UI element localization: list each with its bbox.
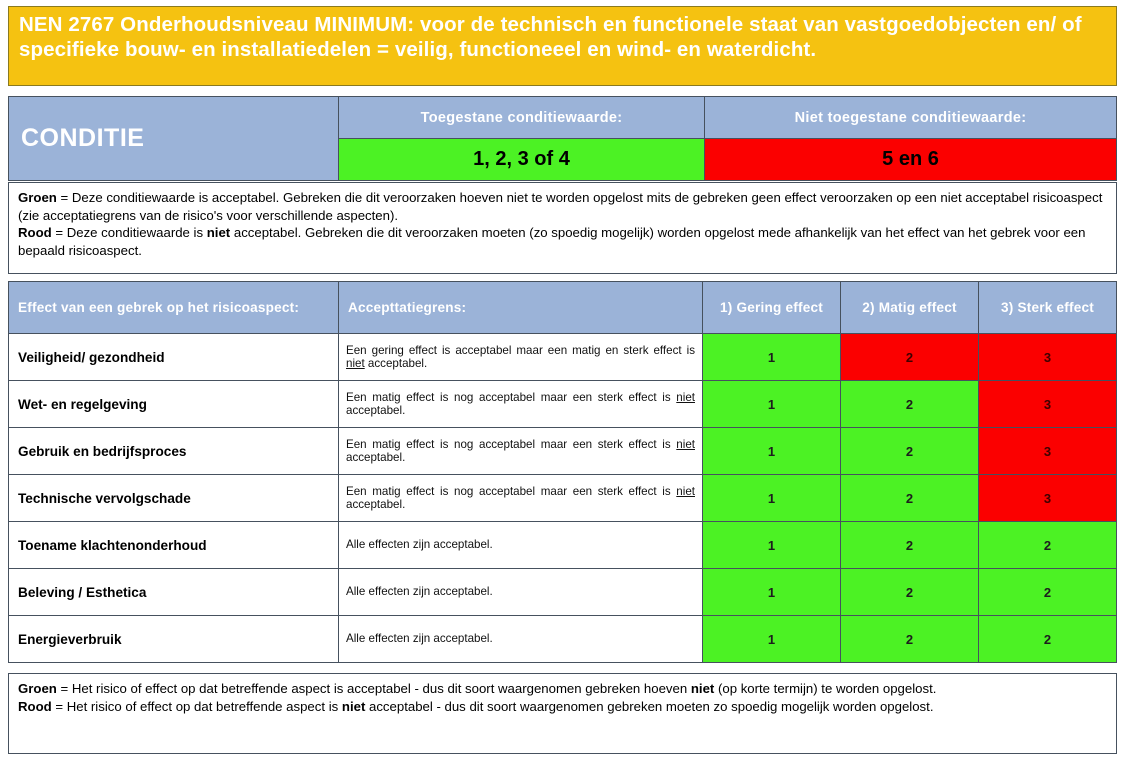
header-effect-1: 1) Gering effect	[703, 282, 841, 334]
explanation-rood-text-2: acceptabel. Gebreken die dit veroorzaken moeten (zo spoedig mogelijk) worden opgelost mede afhankelijk van het effect van het gebrek voor een bepaald risicoaspect.	[18, 225, 1086, 258]
limit-text-pre: Alle effecten zijn acceptabel.	[346, 632, 493, 646]
limit-text-pre: Een matig effect is nog acceptabel maar een sterk effect is	[346, 437, 677, 451]
row-effect-2-value: 2	[841, 428, 979, 475]
row-effect-3-value: 2	[979, 569, 1117, 616]
header-effect-2: 2) Matig effect	[841, 282, 979, 334]
footer-rood-label: Rood	[18, 699, 52, 714]
risk-table-header-row	[9, 282, 1117, 334]
limit-text-niet: niet	[676, 390, 695, 404]
limit-text-pre: Een gering effect is acceptabel maar een matig en sterk effect is	[346, 343, 695, 357]
conditie-allowed-value: 1, 2, 3 of 4	[339, 139, 705, 181]
row-effect-1-value: 1	[703, 569, 841, 616]
table-row	[9, 381, 1117, 428]
risk-table-head	[9, 282, 1117, 334]
row-effect-2-value: 2	[841, 381, 979, 428]
conditie-explanation-block	[8, 182, 1117, 274]
limit-text-post: acceptabel.	[346, 498, 406, 511]
limit-text-niet: niet	[676, 437, 695, 451]
footer-explanation-block	[8, 673, 1117, 754]
table-row	[9, 475, 1117, 522]
row-effect-3-value: 2	[979, 616, 1117, 663]
conditie-label-cell: CONDITIE	[9, 97, 339, 181]
row-effect-2-value: 2	[841, 522, 979, 569]
row-aspect-label: Toename klachtenonderhoud	[9, 522, 339, 569]
explanation-rood-text-1: = Deze conditiewaarde is	[51, 225, 207, 240]
conditie-table	[8, 96, 1117, 181]
row-effect-1-value: 1	[703, 475, 841, 522]
row-aspect-label: Gebruik en bedrijfsproces	[9, 428, 339, 475]
risk-table-body	[9, 334, 1117, 663]
row-effect-2-value: 2	[841, 334, 979, 381]
footer-rood-niet: niet	[341, 699, 366, 714]
row-effect-3-value: 3	[979, 428, 1117, 475]
row-acceptance-limit	[339, 569, 703, 616]
row-aspect-label: Veiligheid/ gezondheid	[9, 334, 339, 381]
footer-rood-post: acceptabel - dus dit soort waargenomen gebreken moeten zo spoedig mogelijk worden opgelost.	[365, 699, 934, 714]
limit-text-niet: niet	[346, 357, 365, 370]
row-acceptance-limit	[339, 334, 703, 381]
row-acceptance-limit	[339, 428, 703, 475]
footer-groen-label: Groen	[18, 681, 57, 696]
row-aspect-label: Technische vervolgschade	[9, 475, 339, 522]
header-grens: Accepttatiegrens:	[339, 282, 703, 334]
table-row	[9, 334, 1117, 381]
row-effect-1-value: 1	[703, 381, 841, 428]
row-acceptance-limit	[339, 522, 703, 569]
row-aspect-label: Beleving / Esthetica	[9, 569, 339, 616]
table-row	[9, 522, 1117, 569]
explanation-rood-niet: niet	[206, 225, 231, 240]
banner-rest-text: voor de technisch en functionele staat van vastgoedobjecten en/ of specifieke bouw- en installatiedelen = veilig, functioneeel en wind- en waterdicht.	[19, 13, 1082, 61]
title-banner	[8, 6, 1117, 86]
row-effect-2-value: 2	[841, 616, 979, 663]
header-effect-3: 3) Sterk effect	[979, 282, 1117, 334]
row-aspect-label: Wet- en regelgeving	[9, 381, 339, 428]
table-row	[9, 616, 1117, 663]
conditie-header-row	[9, 97, 1117, 139]
row-effect-2-value: 2	[841, 475, 979, 522]
conditie-not-allowed-value: 5 en 6	[705, 139, 1117, 181]
conditie-not-allowed-header: Niet toegestane conditiewaarde:	[705, 97, 1117, 139]
risk-aspect-table	[8, 281, 1117, 663]
table-row	[9, 569, 1117, 616]
row-acceptance-limit	[339, 616, 703, 663]
limit-text-post: acceptabel.	[346, 404, 406, 417]
footer-groen-pre: = Het risico of effect op dat betreffende aspect is acceptabel - dus dit soort waargenomen gebreken hoeven	[56, 681, 691, 696]
table-row	[9, 428, 1117, 475]
row-acceptance-limit	[339, 381, 703, 428]
explanation-groen-text: = Deze conditiewaarde is acceptabel. Gebreken die dit veroorzaken hoeven niet te worden opgelost mits de gebreken geen effect veroorzaken op een niet acceptabel risicoaspect (zie acceptatiegrens van de risico's voor verschillende aspecten).	[18, 190, 1103, 223]
row-effect-3-value: 3	[979, 334, 1117, 381]
row-effect-1-value: 1	[703, 334, 841, 381]
limit-text-pre: Alle effecten zijn acceptabel.	[346, 585, 493, 599]
limit-text-niet: niet	[676, 484, 695, 498]
footer-groen-post: (op korte termijn) te worden opgelost.	[714, 681, 937, 696]
limit-text-pre: Een matig effect is nog acceptabel maar een sterk effect is	[346, 484, 677, 498]
row-effect-3-value: 3	[979, 475, 1117, 522]
explanation-rood-label: Rood	[18, 225, 52, 240]
header-aspect: Effect van een gebrek op het risicoaspect:	[9, 282, 339, 334]
row-effect-1-value: 1	[703, 616, 841, 663]
row-effect-1-value: 1	[703, 428, 841, 475]
conditie-allowed-header: Toegestane conditiewaarde:	[339, 97, 705, 139]
limit-text-post: acceptabel.	[346, 451, 406, 464]
explanation-groen-label: Groen	[18, 190, 57, 205]
footer-rood-pre: = Het risico of effect op dat betreffende aspect is	[51, 699, 342, 714]
row-effect-3-value: 2	[979, 522, 1117, 569]
row-acceptance-limit	[339, 475, 703, 522]
limit-text-pre: Alle effecten zijn acceptabel.	[346, 538, 493, 552]
row-effect-2-value: 2	[841, 569, 979, 616]
footer-groen-niet: niet	[690, 681, 715, 696]
limit-text-post: acceptabel.	[364, 357, 428, 370]
banner-lead-text: NEN 2767 Onderhoudsniveau MINIMUM:	[19, 13, 415, 36]
row-effect-1-value: 1	[703, 522, 841, 569]
limit-text-pre: Een matig effect is nog acceptabel maar een sterk effect is	[346, 390, 677, 404]
row-effect-3-value: 3	[979, 381, 1117, 428]
row-aspect-label: Energieverbruik	[9, 616, 339, 663]
